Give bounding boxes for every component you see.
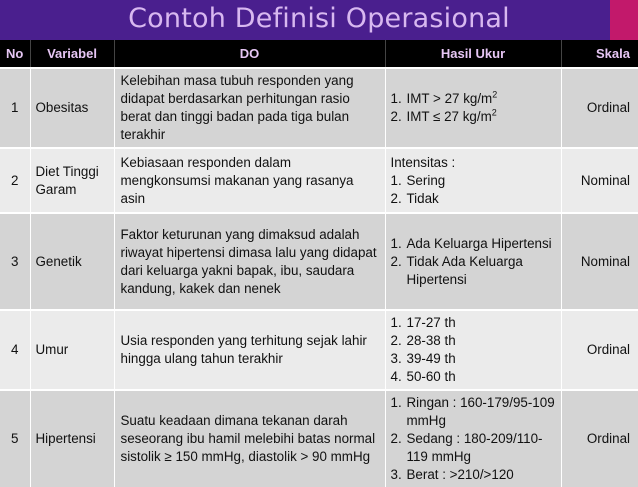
hasil-ukur-list bbox=[391, 235, 556, 289]
list-item-text bbox=[407, 235, 556, 253]
superscript: 2 bbox=[491, 107, 497, 118]
list-item-label: 28-38 th bbox=[406, 333, 456, 348]
list-item-label: Tidak Ada Keluarga Hipertensi bbox=[406, 253, 523, 287]
row-variabel: Umur bbox=[30, 310, 114, 390]
list-item-label: IMT > 27 kg/m bbox=[406, 91, 493, 106]
row-definisi: Kebiasaan responden dalam mengkonsumsi makanan yang rasanya asin bbox=[114, 148, 385, 213]
header-do: DO bbox=[114, 40, 385, 68]
list-item bbox=[391, 430, 556, 466]
row-number: 4 bbox=[0, 310, 30, 390]
list-item-label: Ada Keluarga Hipertensi bbox=[406, 235, 552, 251]
row-number: 3 bbox=[0, 213, 30, 310]
header-hasil-ukur: Hasil Ukur bbox=[385, 40, 561, 68]
row-hasil-ukur bbox=[385, 390, 561, 487]
row-skala: Nominal bbox=[561, 213, 638, 310]
table-row bbox=[0, 390, 638, 487]
row-definisi: Kelebihan masa tubuh responden yang didapat berdasarkan perhitungan rasio berat dan tinggi badan pada tiga bulan terakhir bbox=[114, 68, 385, 148]
list-item-text bbox=[407, 190, 556, 208]
list-item-number: 1. bbox=[390, 395, 402, 410]
list-item-text bbox=[407, 172, 556, 190]
row-number: 2 bbox=[0, 148, 30, 213]
row-skala: Ordinal bbox=[561, 68, 638, 148]
hasil-ukur-list bbox=[391, 394, 556, 484]
row-number: 5 bbox=[0, 390, 30, 487]
hasil-ukur-list bbox=[391, 172, 556, 208]
list-item bbox=[391, 190, 556, 208]
list-item-label: Berat : >210/>120 bbox=[406, 467, 514, 482]
superscript: 2 bbox=[492, 89, 498, 100]
list-item bbox=[391, 332, 556, 350]
row-variabel: Hipertensi bbox=[30, 390, 114, 487]
row-number: 1 bbox=[0, 68, 30, 148]
list-item-text bbox=[407, 90, 556, 108]
list-item-text bbox=[407, 394, 556, 430]
list-item-label: 39-49 th bbox=[406, 351, 456, 366]
list-item bbox=[391, 253, 556, 289]
list-item-text bbox=[407, 368, 556, 386]
list-item-label: 17-27 th bbox=[406, 315, 456, 330]
list-item bbox=[391, 350, 556, 368]
list-item-number: 1. bbox=[390, 235, 402, 251]
table-row bbox=[0, 68, 638, 148]
list-item-label: 50-60 th bbox=[406, 369, 456, 384]
list-item-text bbox=[407, 430, 556, 466]
list-item bbox=[391, 235, 556, 253]
list-item bbox=[391, 394, 556, 430]
list-item-text bbox=[407, 466, 556, 484]
definisi-operasional-table bbox=[0, 40, 638, 487]
list-item-number: 2. bbox=[390, 333, 402, 348]
list-item-label: Tidak bbox=[406, 190, 439, 206]
row-variabel: Diet Tinggi Garam bbox=[30, 148, 114, 213]
row-variabel: Obesitas bbox=[30, 68, 114, 148]
row-variabel: Genetik bbox=[30, 213, 114, 310]
list-item-number: 2. bbox=[390, 190, 402, 206]
list-item bbox=[391, 314, 556, 332]
list-item-number: 2. bbox=[390, 431, 402, 446]
list-item-label: Ringan : 160-179/95-109 mmHg bbox=[406, 395, 555, 428]
row-definisi: Usia responden yang terhitung sejak lahir hingga ulang tahun terakhir bbox=[114, 310, 385, 390]
list-item-number: 1. bbox=[390, 172, 402, 188]
list-item-label: Sedang : 180-209/110-119 mmHg bbox=[406, 431, 543, 464]
header-variabel: Variabel bbox=[30, 40, 114, 68]
list-item-number: 2. bbox=[390, 109, 402, 124]
hasil-ukur-list bbox=[391, 90, 556, 126]
row-skala: Nominal bbox=[561, 148, 638, 213]
list-item-number: 1. bbox=[390, 91, 402, 106]
list-item-text bbox=[407, 332, 556, 350]
list-item-number: 3. bbox=[390, 467, 402, 482]
list-item-text bbox=[407, 108, 556, 126]
header-skala: Skala bbox=[561, 40, 638, 68]
row-hasil-ukur bbox=[385, 310, 561, 390]
list-item bbox=[391, 108, 556, 126]
list-item-number: 4. bbox=[390, 369, 402, 384]
hasil-ukur-list bbox=[391, 314, 556, 386]
list-item bbox=[391, 466, 556, 484]
list-item bbox=[391, 368, 556, 386]
list-item-number: 2. bbox=[390, 253, 402, 269]
list-item bbox=[391, 172, 556, 190]
table-row bbox=[0, 310, 638, 390]
hasil-ukur-intro: Intensitas : bbox=[390, 154, 456, 170]
list-item-number: 1. bbox=[390, 315, 402, 330]
row-hasil-ukur bbox=[385, 68, 561, 148]
table-row bbox=[0, 148, 638, 213]
header-no: No bbox=[0, 40, 30, 68]
row-skala: Ordinal bbox=[561, 310, 638, 390]
row-definisi: Suatu keadaan dimana tekanan darah seseorang ibu hamil melebihi batas normal sistolik ≥ 150 mmHg, diastolik > 90 mmHg bbox=[114, 390, 385, 487]
row-hasil-ukur bbox=[385, 148, 561, 213]
list-item bbox=[391, 90, 556, 108]
page-title: Contoh Definisi Operasional bbox=[128, 3, 510, 34]
table-row bbox=[0, 213, 638, 310]
row-skala: Ordinal bbox=[561, 390, 638, 487]
table-header-row bbox=[0, 40, 638, 68]
list-item-text bbox=[407, 350, 556, 368]
list-item-text bbox=[407, 253, 556, 289]
list-item-number: 3. bbox=[390, 351, 402, 366]
list-item-label: Sering bbox=[406, 172, 446, 188]
row-hasil-ukur bbox=[385, 213, 561, 310]
list-item-text bbox=[407, 314, 556, 332]
list-item-label: IMT ≤ 27 kg/m bbox=[406, 109, 492, 124]
row-definisi: Faktor keturunan yang dimaksud adalah riwayat hipertensi dimasa lalu yang didapat dari keluarga yakni bapak, ibu, saudara kandung, kakek dan nenek bbox=[114, 213, 385, 310]
